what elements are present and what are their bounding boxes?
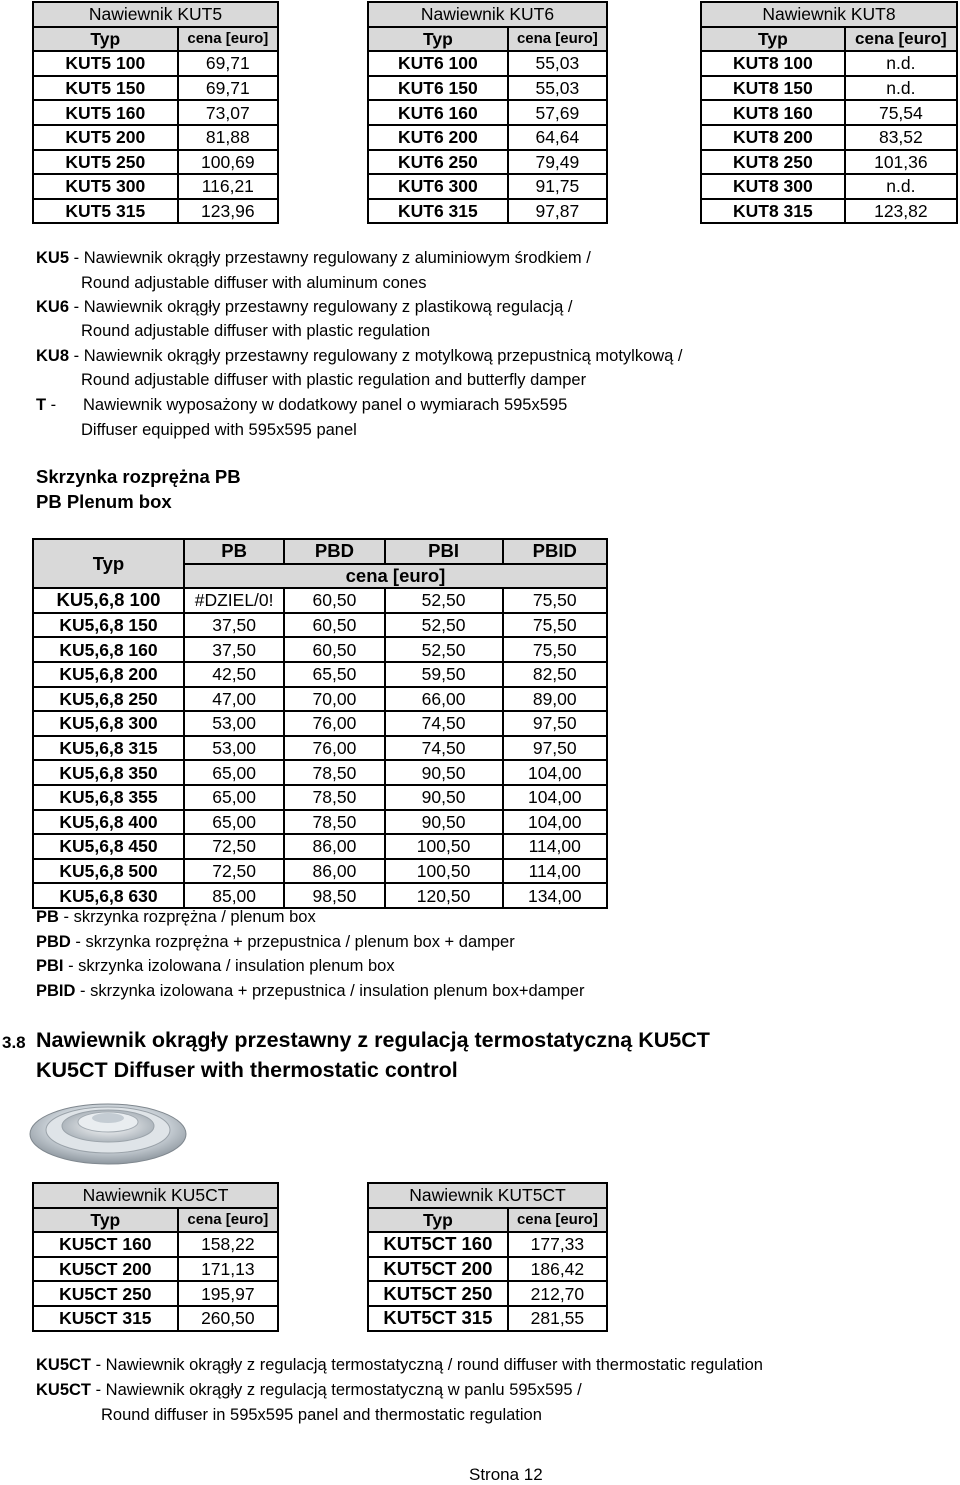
table-row: KU5,6,8 200 42,50 65,50 59,50 82,50: [33, 662, 607, 687]
legend-line-en: Round diffuser in 595x595 panel and thermostatic regulation: [101, 1406, 542, 1424]
table-row: KU5,6,8 350 65,00 78,50 90,50 104,00: [33, 760, 607, 785]
table-row: KU5,6,8 250 47,00 70,00 66,00 89,00: [33, 687, 607, 712]
col-cena: cena [euro]: [845, 27, 957, 52]
cena-header: cena [euro]: [184, 564, 607, 589]
legend-line-en: Round adjustable diffuser with aluminum cones: [81, 274, 427, 292]
table-row: KU5CT 200 171,13: [33, 1257, 278, 1282]
col-typ: Typ: [33, 539, 184, 588]
table-row: KUT8 200 83,52: [701, 125, 957, 150]
pb-table: [32, 538, 608, 909]
kut6-table: [367, 1, 608, 224]
table-row: KUT5 150 69,71: [33, 76, 278, 101]
table-row: KUT6 100 55,03: [368, 51, 607, 76]
table-row: KUT5 300 116,21: [33, 174, 278, 199]
section-title-en: KU5CT Diffuser with thermostatic control: [36, 1058, 458, 1082]
table-row: KU5CT 160 158,22: [33, 1232, 278, 1257]
pb-title-en: PB Plenum box: [36, 491, 172, 512]
table-row: KUT5CT 250 212,70: [368, 1281, 607, 1306]
legend-line-en: Diffuser equipped with 595x595 panel: [81, 421, 357, 439]
table-row: KUT6 315 97,87: [368, 199, 607, 224]
legend-line: KU6 - Nawiewnik okrągły przestawny regulowany z plastikową regulacją /: [36, 298, 573, 316]
col-typ: Typ: [33, 27, 178, 52]
col-cena: cena [euro]: [178, 1208, 278, 1233]
kut8-table: [700, 1, 958, 224]
kut5ct-table: [367, 1182, 608, 1332]
legend-line: KU5 - Nawiewnik okrągły przestawny regulowany z aluminiowym środkiem /: [36, 249, 591, 267]
col-cena: cena [euro]: [178, 27, 278, 52]
col-typ: Typ: [368, 1208, 508, 1233]
table-row: KU5,6,8 450 72,50 86,00 100,50 114,00: [33, 834, 607, 859]
table-row: KUT5CT 200 186,42: [368, 1257, 607, 1282]
table-row: KUT5 200 81,88: [33, 125, 278, 150]
legend-line-en: Round adjustable diffuser with plastic regulation: [81, 322, 431, 340]
section-number: 3.8: [2, 1033, 26, 1052]
table-title: Nawiewnik KUT8: [701, 2, 957, 27]
col-pbi: PBI: [385, 539, 503, 564]
table-row: KU5CT 315 260,50: [33, 1306, 278, 1331]
ku5ct-table: [32, 1182, 279, 1332]
table-row: KU5,6,8 100 #DZIEL/0! 60,50 52,50 75,50: [33, 588, 607, 613]
col-typ: Typ: [368, 27, 508, 52]
table-row: KUT6 160 57,69: [368, 100, 607, 125]
table-row: KUT5CT 160 177,33: [368, 1232, 607, 1257]
col-typ: Typ: [33, 1208, 178, 1233]
table-row: KUT5 315 123,96: [33, 199, 278, 224]
table-row: KU5,6,8 355 65,00 78,50 90,50 104,00: [33, 785, 607, 810]
table-row: KU5,6,8 300 53,00 76,00 74,50 97,50: [33, 711, 607, 736]
table-row: KUT8 315 123,82: [701, 199, 957, 224]
legend-line: PBD - skrzynka rozprężna + przepustnica / plenum box + damper: [36, 933, 515, 951]
table-row: KU5,6,8 500 72,50 86,00 100,50 114,00: [33, 859, 607, 884]
diffuser-photo: [28, 1090, 192, 1170]
page-footer: Strona 12: [469, 1465, 543, 1484]
table-row: KUT8 160 75,54: [701, 100, 957, 125]
table-row: KU5,6,8 400 65,00 78,50 90,50 104,00: [33, 810, 607, 835]
table-row: KUT6 300 91,75: [368, 174, 607, 199]
table-title: Nawiewnik KUT5: [33, 2, 278, 27]
table-title: Nawiewnik KU5CT: [33, 1183, 278, 1208]
col-cena: cena [euro]: [508, 27, 607, 52]
table-title: Nawiewnik KUT5CT: [368, 1183, 607, 1208]
legend-line-pl: Nawiewnik wyposażony w dodatkowy panel o wymiarach 595x595: [83, 396, 568, 414]
col-pb: PB: [184, 539, 284, 564]
table-row: KUT8 100 n.d.: [701, 51, 957, 76]
table-row: KUT5 100 69,71: [33, 51, 278, 76]
table-row: KUT8 300 n.d.: [701, 174, 957, 199]
legend-line: KU5CT - Nawiewnik okrągły z regulacją termostatyczną / round diffuser with thermostatic regulation: [36, 1356, 763, 1374]
table-row: KU5,6,8 160 37,50 60,50 52,50 75,50: [33, 637, 607, 662]
col-pbd: PBD: [284, 539, 384, 564]
legend-line: PBID - skrzynka izolowana + przepustnica / insulation plenum box+damper: [36, 982, 585, 1000]
table-row: KUT6 250 79,49: [368, 150, 607, 175]
section-title-pl: Nawiewnik okrągły przestawny z regulacją termostatyczną KU5CT: [36, 1028, 710, 1052]
legend-line: PB - skrzynka rozprężna / plenum box: [36, 908, 316, 926]
legend-line-en: Round adjustable diffuser with plastic regulation and butterfly damper: [81, 371, 587, 389]
pb-title-pl: Skrzynka rozprężna PB: [36, 466, 241, 487]
table-row: KU5CT 250 195,97: [33, 1281, 278, 1306]
legend-line: PBI - skrzynka izolowana / insulation plenum box: [36, 957, 395, 975]
table-row: KUT8 250 101,36: [701, 150, 957, 175]
kut5-table: [32, 1, 279, 224]
table-title: Nawiewnik KUT6: [368, 2, 607, 27]
legend-line: KU8 - Nawiewnik okrągły przestawny regulowany z motylkową przepustnicą motylkową /: [36, 347, 683, 365]
col-typ: Typ: [701, 27, 845, 52]
legend-line: T -: [36, 396, 57, 414]
col-cena: cena [euro]: [508, 1208, 607, 1233]
table-row: KUT5 250 100,69: [33, 150, 278, 175]
table-row: KU5,6,8 630 85,00 98,50 120,50 134,00: [33, 883, 607, 908]
col-pbid: PBID: [503, 539, 608, 564]
table-row: KUT6 150 55,03: [368, 76, 607, 101]
table-row: KUT8 150 n.d.: [701, 76, 957, 101]
legend-line: KU5CT - Nawiewnik okrągły z regulacją termostatyczną w panlu 595x595 /: [36, 1381, 582, 1399]
table-row: KU5,6,8 315 53,00 76,00 74,50 97,50: [33, 736, 607, 761]
table-row: KU5,6,8 150 37,50 60,50 52,50 75,50: [33, 613, 607, 638]
table-row: KUT5CT 315 281,55: [368, 1306, 607, 1331]
table-row: KUT5 160 73,07: [33, 100, 278, 125]
table-row: KUT6 200 64,64: [368, 125, 607, 150]
